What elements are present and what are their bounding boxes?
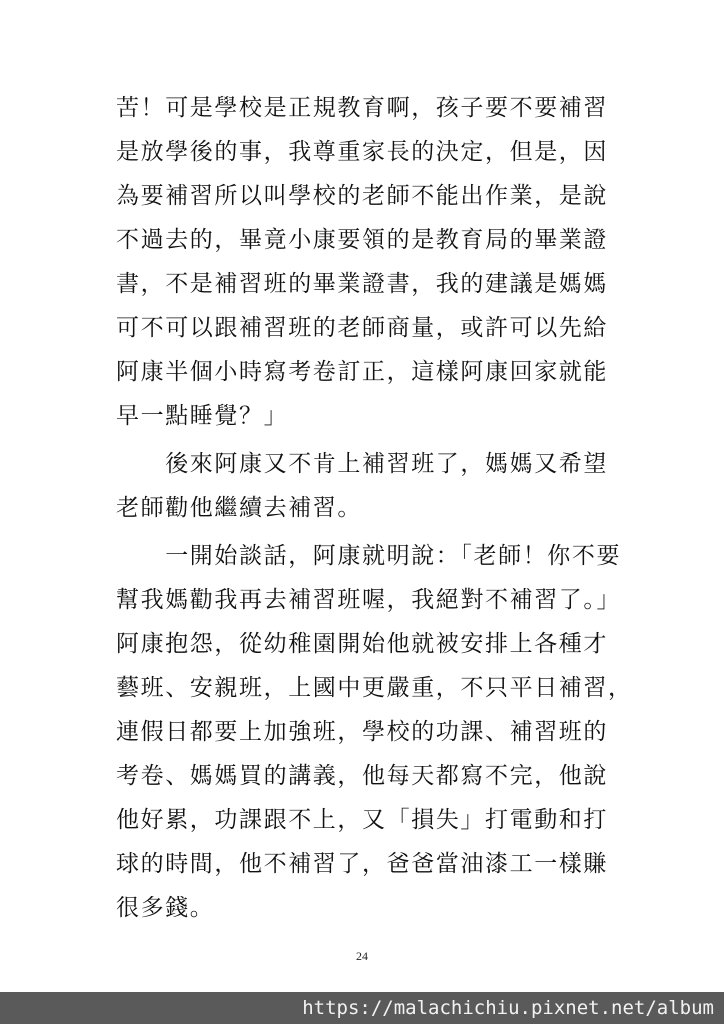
text-line: 藝班、安親班，上國中更嚴重，不只平日補習， (116, 675, 633, 701)
body-text (116, 86, 633, 930)
page-number: 24 (356, 949, 368, 963)
text-line: 書，不是補習班的畢業證書，我的建議是媽媽 (116, 271, 608, 297)
text-line: 不過去的，畢竟小康要領的是教育局的畢業證 (116, 227, 608, 253)
paragraph-start-line: 一開始談話，阿康就明說：「老師！你不要 (116, 543, 622, 569)
text-line: 他好累，功課跟不上，又「損失」打電動和打 (116, 807, 608, 833)
text-line: 球的時間，他不補習了，爸爸當油漆工一樣賺 (116, 851, 608, 877)
text-line: 早一點睡覺？」 (116, 403, 289, 429)
text-line: 考卷、媽媽買的講義，他每天都寫不完，他說 (116, 763, 608, 789)
text-line: 為要補習所以叫學校的老師不能出作業，是說 (116, 183, 608, 209)
text-line: 阿康抱怨，從幼稚園開始他就被安排上各種才 (116, 631, 608, 657)
text-line: 老師勸他繼續去補習。 (116, 495, 362, 521)
paragraph-start-line: 後來阿康又不肯上補習班了，媽媽又希望 (116, 451, 608, 477)
text-line: 是放學後的事，我尊重家長的決定，但是，因 (116, 139, 608, 165)
watermark-url-bar (0, 992, 724, 1024)
text-line: 苦！可是學校是正規教育啊，孩子要不要補習 (116, 95, 608, 121)
text-line: 幫我媽勸我再去補習班喔，我絕對不補習了。」 (116, 587, 622, 613)
text-line: 很多錢。 (116, 895, 215, 921)
watermark-url: https://malachichiu.pixnet.net/album (302, 997, 714, 1019)
text-line: 可不可以跟補習班的老師商量，或許可以先給 (116, 315, 608, 341)
text-line: 連假日都要上加強班，學校的功課、補習班的 (116, 719, 608, 745)
text-line: 阿康半個小時寫考卷訂正，這樣阿康回家就能 (116, 359, 608, 385)
